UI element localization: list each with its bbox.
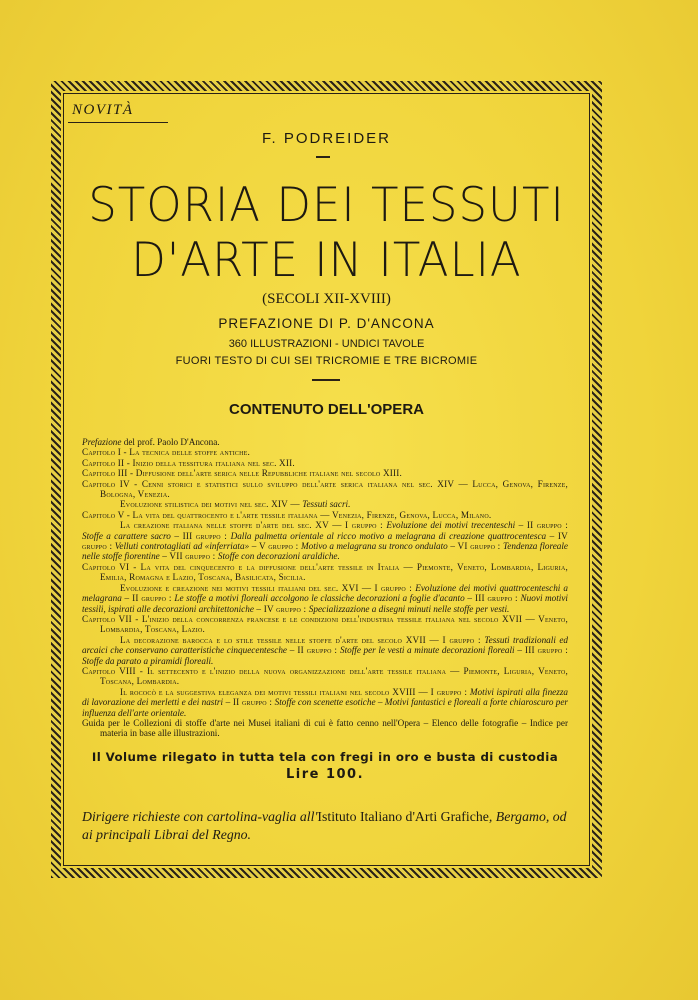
- chapter-8: Capitolo VIII - Il settecento e l'inizio della nuova organizzazione dell'arte tessile italiana — Piemonte, Liguria, Veneto, Toscana, Lombardia.: [82, 665, 568, 687]
- illustrations-line-1: 360 ILLUSTRAZIONI - UNDICI TAVOLE: [228, 338, 425, 350]
- chapter-6-subsection: Evoluzione e creazione nei motivi tessili italiani del sec. XVI — I gruppo : Evoluzione dei motivi quattrocenteschi a melagrana – II gruppo : Le stoffe a motivi floreali accolgono le classiche decorazioni a foglie d'acanto – III gruppo : Nuovi motivi tessili, ispirati alle decorazioni architettoniche – IV gruppo : Specializzazione a disegni minuti nelle stoffe per vesti.: [82, 582, 569, 614]
- section-rule: [312, 379, 340, 381]
- preface-entry: Prefazione del prof. Paolo D'Ancona.: [82, 437, 220, 447]
- illustrations-line-2: FUORI TESTO DI CUI SEI TRICROMIE E TRE BICROMIE: [175, 355, 478, 367]
- preface-credit: PREFAZIONE DI P. D'ANCONA: [218, 316, 435, 331]
- chapter-4: Capitolo IV - Cenni storici e statistici sullo sviluppo dell'arte serica italiana nel sec. XIV — Lucca, Genova, Firenze, Bologna, Venezia.: [82, 478, 568, 500]
- binding-note: Il Volume rilegato in tutta tela con fregi in oro e busta di custodia: [91, 750, 559, 764]
- guide-entry: Guida per le Collezioni di stoffe d'arte nei Musei italiani di cui è fatto cenno nell'Opera – Elenco delle fotografie – Indice per materia in base alle illustrazioni.: [82, 717, 568, 739]
- period-subtitle: (SECOLI XII-XVIII): [262, 291, 391, 307]
- author-dash: [316, 156, 330, 158]
- table-of-contents: [82, 437, 568, 739]
- chapter-5: Capitolo V - La vita del quattrocento e l'arte tessile italiana — Venezia, Firenze, Genova, Lucca, Milano.: [82, 509, 492, 520]
- title-line-1: STORIA DEI TESSUTI: [88, 176, 565, 233]
- contents-heading: CONTENUTO DELL'OPERA: [229, 401, 424, 418]
- chapter-7-subsection: La decorazione barocca e lo stile tessile nelle stoffe d'arte del secolo XVII — I gruppo : Tessuti tradizionali ed arcaici che conservano caratteristiche cinquecentesche – II gruppo : Stoffe per le vesti a minute decorazioni floreali – III gruppo : Stoffe da parato a piramidi floreali.: [82, 634, 569, 666]
- chapter-4-subsection: Evoluzione stilistica dei motivi nel sec. XIV — Tessuti sacri.: [120, 499, 351, 510]
- price: Lire 100.: [285, 767, 365, 782]
- chapter-3: Capitolo III - Diffusione dell'arte serica nelle Repubbliche italiane nel secolo XIII.: [82, 468, 403, 479]
- title-line-2: D'ARTE IN ITALIA: [131, 231, 522, 288]
- chapter-7: Capitolo VII - L'inizio della concorrenza francese e le condizioni dell'industria tessile italiana nel secolo XVII — Veneto, Lombardia, Toscana, Lazio.: [82, 613, 568, 635]
- chapter-5-subsection: La creazione italiana nelle stoffe d'arte del sec. XV — I gruppo : Evoluzione dei motivi trecenteschi – II gruppo : Stoffe a carattere sacro – III gruppo : Dalla palmetta orientale al ricco motivo a melagrana di creazione quattrocentesca – IV gruppo : Velluti controtagliati ad «inferriata» – V gruppo : Motivo a melagrana su tronco ondulato – VI gruppo : Tendenza floreale nelle stoffe fiorentine – VII gruppo : Stoffe con decorazioni araldiche.: [82, 520, 569, 562]
- chapter-1: Capitolo I - La tecnica delle stoffe antiche.: [82, 447, 251, 458]
- order-instructions: Dirigere richieste con cartolina-vaglia all'Istituto Italiano d'Arti Grafiche, Bergamo, od ai principali Librai del Regno.: [82, 809, 567, 842]
- novita-label: NOVITÀ: [68, 102, 168, 123]
- chapter-8-subsection: Il rococò e la suggestiva eleganza dei motivi tessili italiani nel secolo XVIII — I gruppo : Motivi ispirati alla finezza di lavorazione dei merletti e dei nastri – II gruppo : Stoffe con scenette esotiche – Motivi fantastici e floreali a forte chiaroscuro per influenza dell'arte orientale.: [82, 686, 568, 718]
- chapter-2: Capitolo II - Inizio della tessitura italiana nel sec. XII.: [82, 457, 295, 468]
- chapter-6: Capitolo VI - La vita del cinquecento e la diffusione dell'arte tessile in Italia — Piemonte, Veneto, Lombardia, Liguria, Emilia, Romagna e Lazio, Toscana, Basilicata, Sicilia.: [82, 561, 568, 583]
- author-name: F. PODREIDER: [261, 130, 391, 147]
